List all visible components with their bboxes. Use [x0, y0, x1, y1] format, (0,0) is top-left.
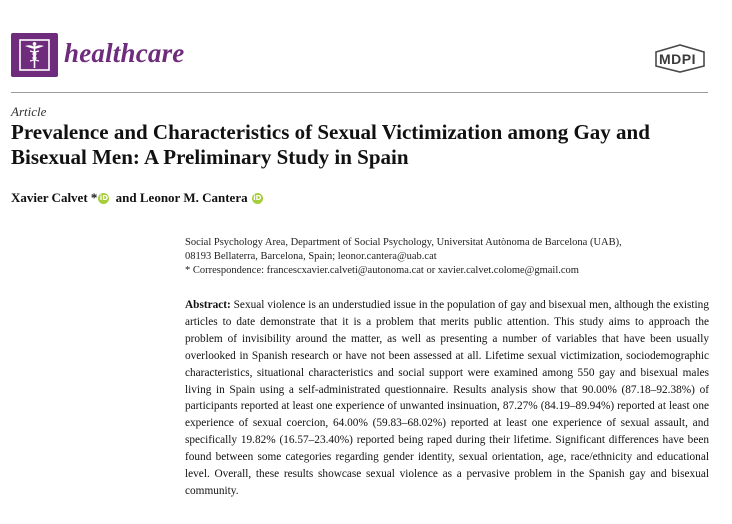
- abstract-text: Sexual violence is an understudied issue in the population of gay and bisexual men, although the existing articles to date demonstrate that it is a problem that merits public attention. This study aims to approach the problem of invisibility around the matter, as well as presenting a number of variables that have been usually overlooked in Spanish research or have not been assessed at all. Lifetime sexual victimization, sociodemographic characteristics, situational characteristics and social support were examined among 550 gay and bisexual males living in Spain using a self-administrated questionnaire. Results analysis show that 90.00% (87.18–92.38%) of participants reported at least one experience of unwanted insinuation, 87.27% (84.19–89.94%) reported at least one experience of sexual coercion, 64.00% (59.83–68.02%) reported at least one experience of sexual assault, and specifically 19.82% (16.57–23.40%) reported being raped during their lifetime. Significant differences have been found between some categories regarding gender identity, sexual orientation, age, race/ethnicity and educational level. Overall, these results showcase sexual violence as a pervasive problem in the Spanish gay and bisexual community.: [185, 299, 709, 497]
- header-divider: [11, 92, 708, 93]
- abstract-label: Abstract:: [185, 299, 231, 311]
- affiliation-line: 08193 Bellaterra, Barcelona, Spain; leonor.cantera@uab.cat: [185, 251, 437, 262]
- orcid-icon[interactable]: iD: [99, 194, 109, 202]
- article-title: Prevalence and Characteristics of Sexual Victimization among Gay and Bisexual Men: A Preliminary Study in Spain: [11, 120, 650, 169]
- abstract: [185, 297, 709, 500]
- author-separator: and: [115, 190, 137, 205]
- author-name[interactable]: Xavier Calvet: [11, 190, 88, 205]
- caduceus-icon: [11, 33, 58, 77]
- journal-logo: [11, 33, 58, 77]
- orcid-icon[interactable]: iD: [253, 194, 262, 202]
- journal-name: healthcare: [64, 38, 185, 68]
- author-list: [11, 190, 266, 206]
- author-name[interactable]: Leonor M. Cantera: [139, 190, 248, 205]
- publisher-name: MDPI: [659, 51, 696, 67]
- author-mark: *: [90, 190, 98, 205]
- correspondence-line: * Correspondence: francescxavier.calveti@autonoma.cat or xavier.calvet.colome@gmail.com: [185, 265, 579, 276]
- affiliation-block: [185, 236, 622, 278]
- affiliation-line: Social Psychology Area, Department of Social Psychology, Universitat Autònoma de Barcelona (UAB),: [185, 237, 622, 248]
- article-type: Article: [11, 104, 47, 119]
